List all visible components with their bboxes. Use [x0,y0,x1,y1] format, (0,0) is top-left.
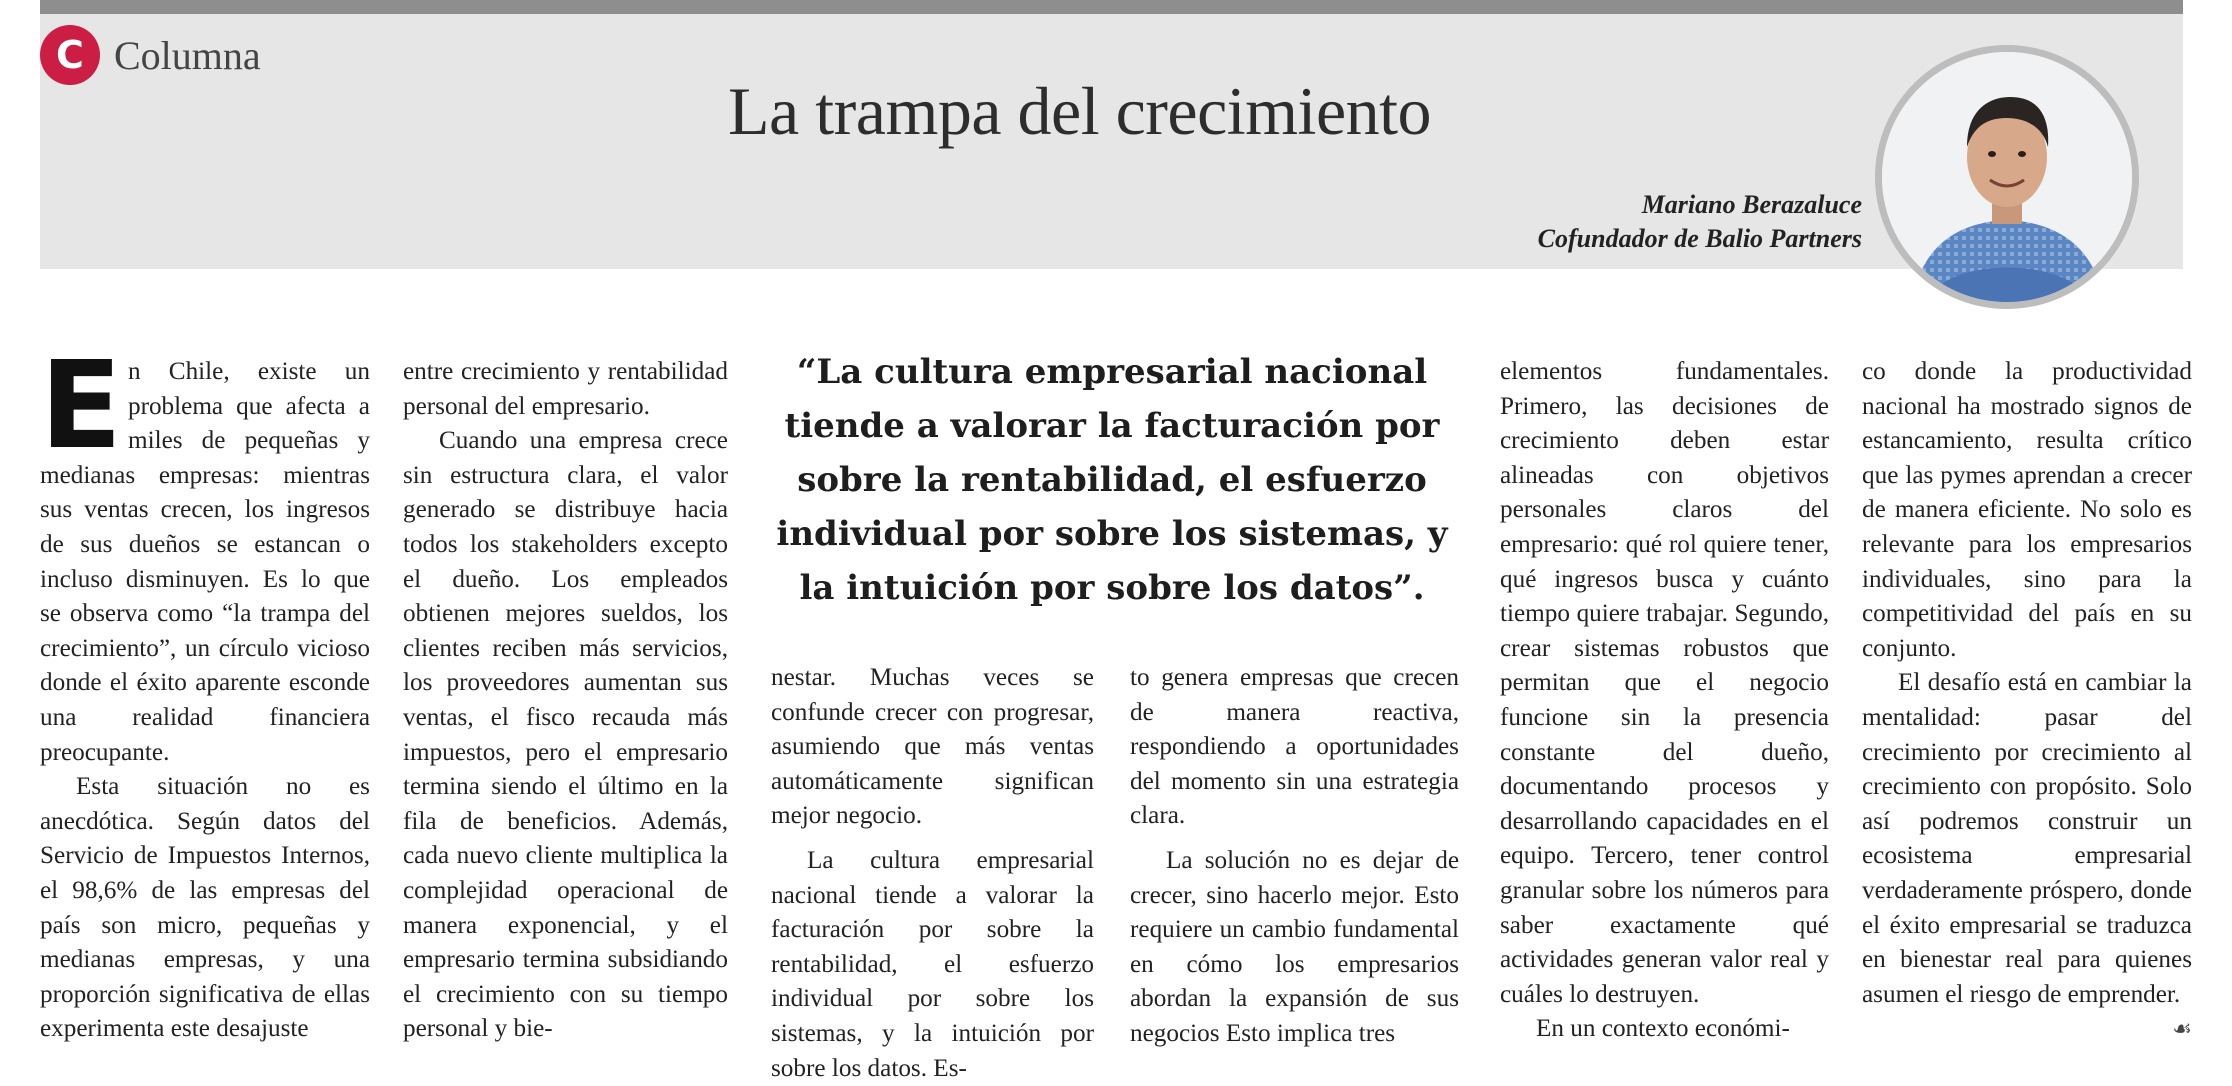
drop-cap: E [40,337,122,476]
rubric-badge-icon: C [40,25,100,85]
article-column-2 [403,355,728,1047]
section-rubric [40,25,261,85]
top-rule [40,0,2183,14]
paragraph: co donde la productividad nacional ha mostrado signos de estancamiento, resulta crítico que las pymes aprendan a crecer de manera eficiente. No solo es relevante para los empresarios individuales, sino para la competitividad del país en su conjunto. [1862,358,2192,662]
paragraph: nestar. Muchas veces se confunde crecer con progresar, asumiendo que más ventas automáticamente significan mejor negocio. [771,664,1094,830]
author-name: Mariano Berazaluce [1641,190,1862,219]
paragraph: En un contexto económi- [1536,1015,1790,1043]
article-column-3 [771,661,1094,1086]
rubric-label: Columna [114,32,261,78]
article-column-1 [40,337,370,1047]
paragraph: entre crecimiento y rentabilidad personal del empresario. [403,358,728,420]
paragraph: to genera empresas que crecen de manera reactiva, respondiendo a oportunidades del momento sin una estrategia clara. [1130,664,1459,830]
portrait-illustration [1882,52,2132,302]
article-column-5 [1500,355,1829,1047]
paragraph: elementos fundamentales. Primero, las decisiones de crecimiento deben estar alineadas con objetivos personales claros del empresario: qué rol quiere tener, qué ingresos busca y cuánto tiempo quiere trabajar. Segundo, crear sistemas robustos que permitan que el negocio funcione sin la presencia constante del dueño, documentando procesos y desarrollando capacidades en el equipo. Tercero, tener control granular sobre los números para saber exactamente qué actividades generan valor real y cuáles lo destruyen. [1500,358,1829,1008]
article-title: La trampa del crecimiento [728,73,1432,149]
paragraph: La solución no es dejar de crecer, sino hacerlo mejor. Esto requiere un cambio fundamental en cómo los empresarios abordan la expansión de sus negocios Esto implica tres [1130,846,1459,1047]
paragraph: Cuando una empresa crece sin estructura clara, el valor generado se distribuye hacia todos los stakeholders excepto el dueño. Los empleados obtienen mejores sueldos, los clientes reciben más servicios, los proveedores aumentan sus ventas, el fisco recauda más impuestos, pero el empresario termina siendo el último en la fila de beneficios. Además, cada nuevo cliente multiplica la complejidad operacional de manera exponencial, y el empresario termina subsidiando el crecimiento con su tiempo personal y bie- [403,427,728,1043]
author-role: Cofundador de Balio Partners [1537,224,1862,253]
paragraph: n Chile, existe un problema que afecta a miles de pequeñas y medianas empresas: mientras sus ventas crecen, los ingresos de sus dueños se estancan o incluso disminuyen. Es lo que se observa como “la trampa del crecimiento”, un círculo vicioso donde el éxito aparente esconde una realidad financiera preocupante. [40,358,370,766]
paragraph: Esta situación no es anecdótica. Según datos del Servicio de Impuestos Internos, el 98,6% de las empresas del país son micro, pequeñas y medianas empresas, y una proporción significativa de ellas experimenta este desajuste [40,773,370,1043]
article-column-4 [1130,661,1459,1052]
article-column-6 [1862,355,2192,1047]
end-mark-icon: ☙ [2172,1016,2192,1042]
author-portrait [1875,45,2139,309]
paragraph: La cultura empresarial nacional tiende a valorar la facturación por sobre la rentabilidad, el esfuerzo individual por sobre los sistemas, y la intuición por sobre los datos. Es- [771,846,1094,1082]
pull-quote: “La cultura empresarial nacional tiende a valorar la facturación por sobre la rentabilidad, el esfuerzo individual por sobre los sistemas, y la intuición por sobre los datos”. [776,352,1448,608]
paragraph-text: El desafío está en cambiar la mentalidad: pasar del crecimiento por crecimiento al crecimiento con propósito. Solo así podremos construir un ecosistema empresarial verdaderamente próspero, donde el éxito empresarial se traduzca en bienestar real para quienes asumen el riesgo de emprender. [1862,669,2192,1008]
paragraph [1862,666,2192,1042]
author-byline [1538,188,1862,256]
